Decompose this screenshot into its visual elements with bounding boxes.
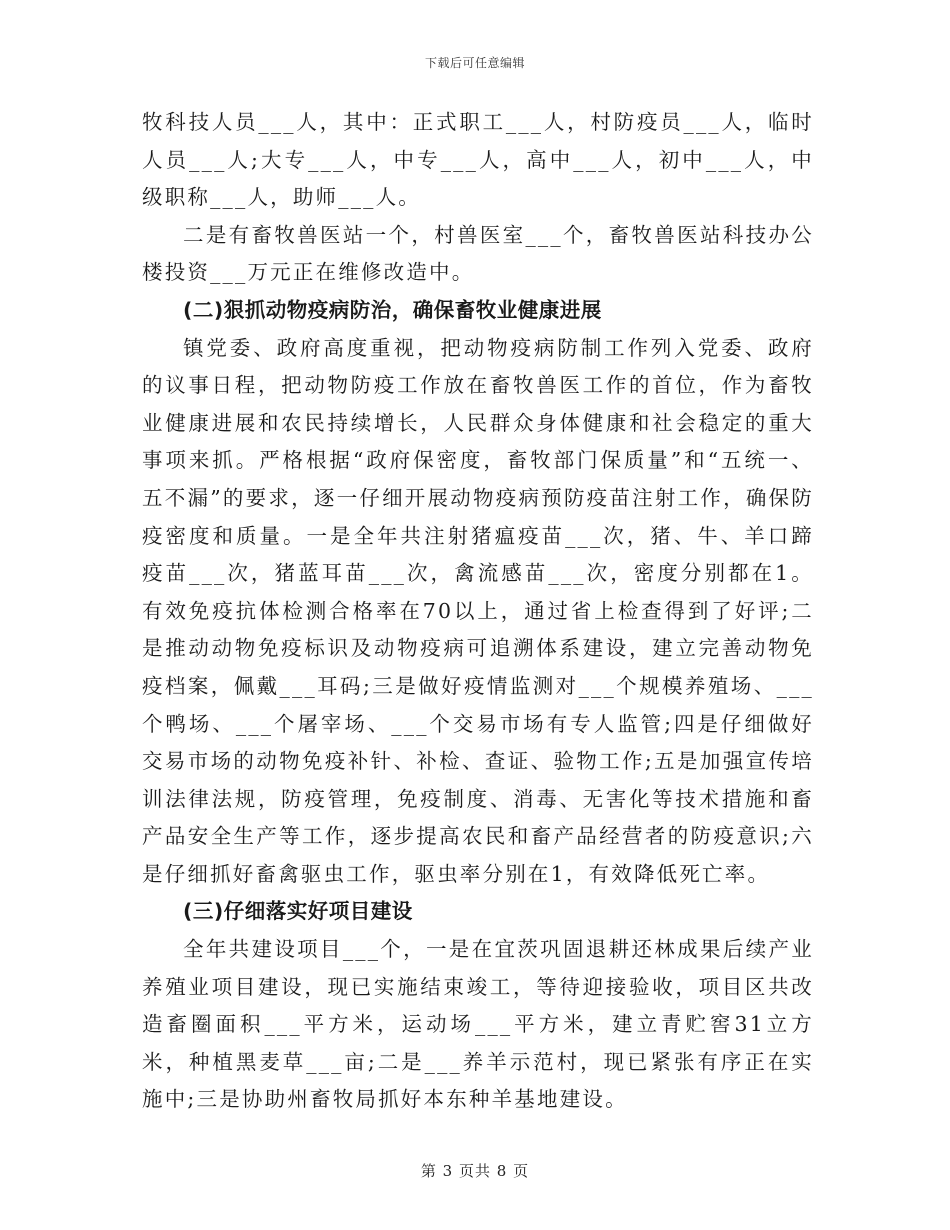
- section-heading-project-construction: (三)仔细落实好项目建设: [183, 899, 413, 924]
- document-body: [142, 104, 814, 1119]
- paragraph-epidemic-prevention: 镇党委、政府高度重视，把动物疫病防制工作列入党委、政府的议事日程，把动物防疫工作放在畜牧兽医工作的首位，作为畜牧业健康进展和农民持续增长，人民群众身体健康和社会稳定的重大事项来抓。严格根据“政府保密度，畜牧部门保质量”和“五统一、五不漏”的要求，逐一仔细开展动物疫病预防疫苗注射工作，确保防疫密度和质量。一是全年共注射猪瘟疫苗___次，猪、牛、羊口蹄疫苗___次，猪蓝耳苗___次，禽流感苗___次，密度分别都在1。有效免疫抗体检测合格率在70以上，通过省上检查得到了好评;二是推动动物免疫标识及动物疫病可追溯体系建设，建立完善动物免疫档案，佩戴___耳码;三是做好疫情监测对___个规模养殖场、___个鸭场、___个屠宰场、___个交易市场有专人监管;四是仔细做好交易市场的动物免疫补针、补检、查证、验物工作;五是加强宣传培训法律法规，防疫管理，免疫制度、消毒、无害化等技术措施和畜产品安全生产等工作，逐步提高农民和畜产品经营者的防疫意识;六是仔细抓好畜禽驱虫工作，驱虫率分别在1，有效降低死亡率。: [142, 335, 814, 886]
- page-header: 下载后可任意编辑: [424, 56, 525, 70]
- paragraph-project-construction: 全年共建设项目___个，一是在宜茨巩固退耕还林成果后续产业养殖业项目建设，现已实施结束竣工，等待迎接验收，项目区共改造畜圈面积___平方米，运动场___平方米，建立青贮窖31立方米，种植黑麦草___亩;二是___养羊示范村，现已紧张有序正在实施中;三是协助州畜牧局抓好本东种羊基地建设。: [142, 937, 814, 1112]
- page-footer: 第 3 页共 8 页: [420, 1162, 530, 1180]
- paragraph-stations: 二是有畜牧兽医站一个，村兽医室___个，畜牧兽医站科技办公楼投资___万元正在维修改造中。: [142, 222, 814, 285]
- section-heading-epidemic-prevention: (二)狠抓动物疫病防治，确保畜牧业健康进展: [183, 297, 602, 322]
- paragraph-staff-counts: 牧科技人员___人，其中：正式职工___人，村防疫员___人，临时人员___人;大专___人，中专___人，高中___人，初中___人，中级职称___人，助师___人。: [142, 110, 814, 210]
